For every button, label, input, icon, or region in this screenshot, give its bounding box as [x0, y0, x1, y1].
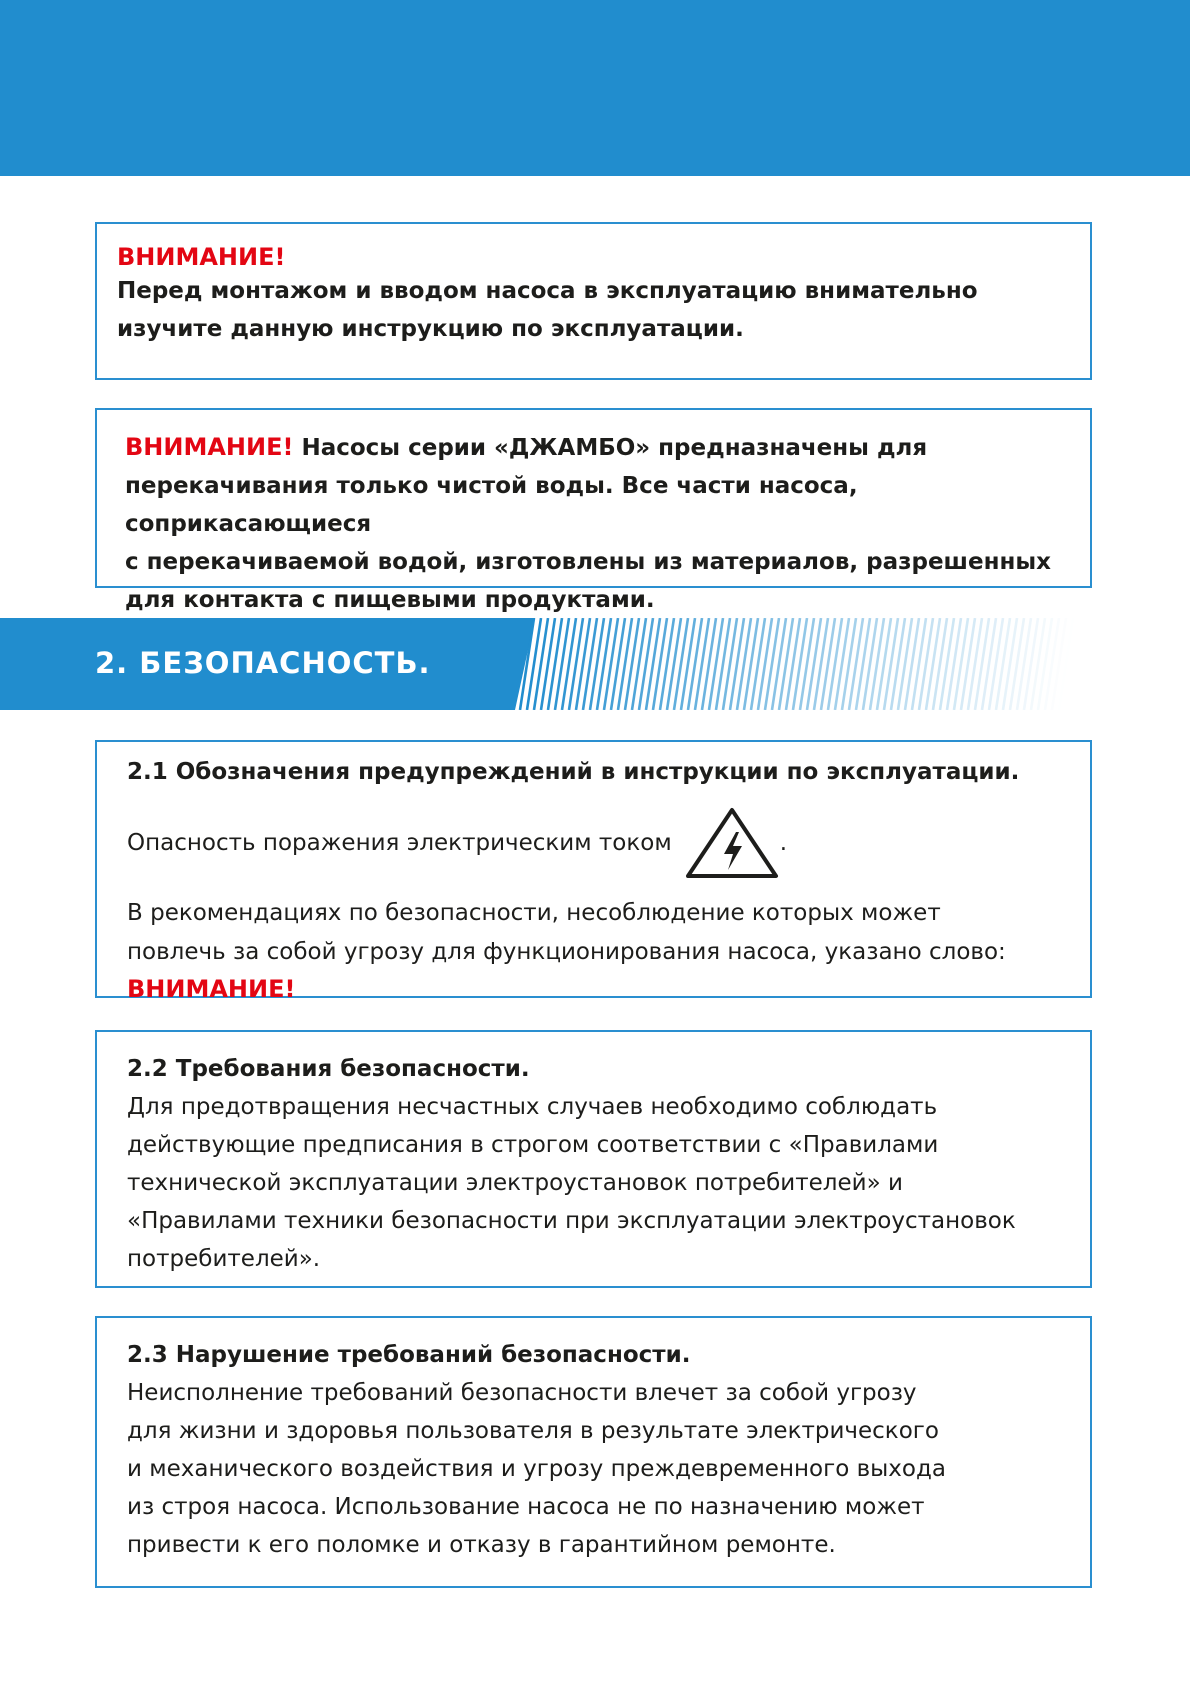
- paragraph-line: и механического воздействия и угрозу преждевременного выхода: [127, 1456, 946, 1482]
- paragraph-line: из строя насоса. Использование насоса не по назначению может: [127, 1494, 925, 1520]
- safety-box-2-2: [95, 1030, 1092, 1288]
- notice-text-line: перекачивания только чистой воды. Все части насоса, соприкасающиеся: [125, 473, 858, 537]
- paragraph-line: действующие предписания в строгом соответствии с «Правилами: [127, 1132, 939, 1158]
- safety-box-2-3: [95, 1316, 1092, 1588]
- paragraph-line: для жизни и здоровья пользователя в результате электрического: [127, 1418, 939, 1444]
- paragraph-line: Неисполнение требований безопасности влечет за собой угрозу: [127, 1380, 917, 1406]
- paragraph: [127, 894, 1090, 972]
- subsection-heading: 2.1 Обозначения предупреждений в инструкции по эксплуатации.: [127, 759, 1020, 785]
- notice-text-line: с перекачиваемой водой, изготовлены из материалов, разрешенных: [125, 549, 1051, 575]
- header-band: [0, 0, 1190, 176]
- warning-label: ВНИМАНИЕ!: [127, 975, 296, 1003]
- danger-line: [127, 806, 1090, 880]
- paragraph-line: привести к его поломке и отказу в гарантийном ремонте.: [127, 1532, 836, 1558]
- paragraph-line: Для предотвращения несчастных случаев необходимо соблюдать: [127, 1094, 938, 1120]
- paragraph-line: повлечь за собой угрозу для функционирования насоса, указано слово:: [127, 939, 1006, 965]
- paragraph-line: технической эксплуатации электроустановок потребителей» и: [127, 1170, 903, 1196]
- paragraph-line: потребителей».: [127, 1246, 321, 1272]
- subsection-heading: 2.3 Нарушение требований безопасности.: [127, 1342, 691, 1368]
- paragraph-line: В рекомендациях по безопасности, несоблюдение которых может: [127, 900, 941, 926]
- notice-text-line: Перед монтажом и вводом насоса в эксплуатацию внимательно: [117, 278, 978, 304]
- notice-box-2: [95, 408, 1092, 613]
- notice-text-line: [125, 428, 1090, 467]
- warning-label: ВНИМАНИЕ!: [125, 433, 294, 461]
- warning-label: ВНИМАНИЕ!: [117, 243, 286, 271]
- paragraph-line: «Правилами техники безопасности при эксплуатации электроустановок: [127, 1208, 1016, 1234]
- safety-box-2-1: [95, 740, 1092, 1003]
- notice-text-line: для контакта с пищевыми продуктами.: [125, 587, 655, 613]
- section-title: 2. БЕЗОПАСНОСТЬ.: [95, 646, 431, 680]
- notice-box-1: [95, 222, 1092, 380]
- subsection-heading: 2.2 Требования безопасности.: [127, 1056, 530, 1082]
- notice-text: Насосы серии «ДЖАМБО» предназначены для: [301, 435, 928, 461]
- danger-text: Опасность поражения электрическим током: [127, 830, 672, 856]
- notice-text-line: изучите данную инструкцию по эксплуатации.: [117, 316, 744, 342]
- danger-suffix: .: [779, 830, 788, 856]
- electric-hazard-icon: [684, 806, 780, 880]
